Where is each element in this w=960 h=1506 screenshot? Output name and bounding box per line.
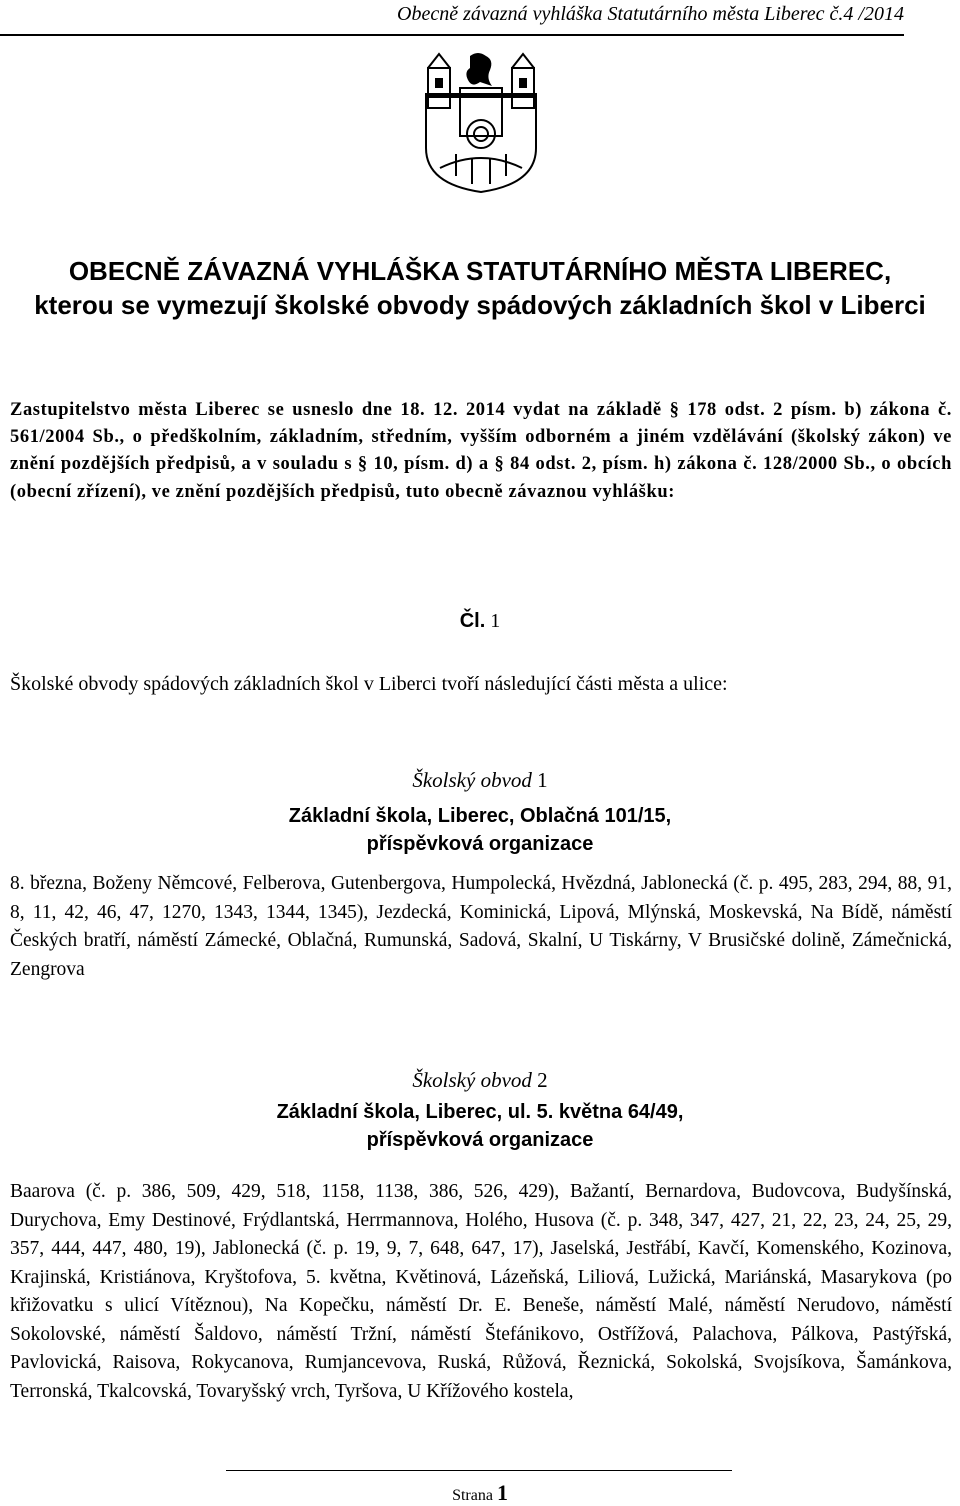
district-heading (0, 766, 960, 794)
district-number: 1 (537, 768, 548, 792)
page-footer (0, 1480, 960, 1506)
page-header: Obecně závazná vyhláška Statutárního města Liberec č.4 /2014 (397, 3, 904, 25)
district-streets: Baarova (č. p. 386, 509, 429, 518, 1158, 1138, 386, 526, 429), Bažantí, Bernardova, Budovcova, Budyšínská, Durychova, Emy Destinové, Frýdlantská, Herrmannova, Holého, Husova (č. p. 348, 347, 427, 21, 22, 23, 24, 25, 29, 357, 444, 447, 480, 19), Jablonecká (č. p. 19, 9, 7, 648, 647, 17), Jaselská, Jestřábí, Kavčí, Komenského, Kozinova, Krajinská, Kristiánova, Kryštofova, 5. května, Květinová, Lázeňská, Liliová, Lužická, Mariánská, Masarykova (po křižovatku s ulicí Vítěznou), Na Kopečku, náměstí Dr. E. Beneše, náměstí Malé, náměstí Nerudovo, náměstí Sokolovské, náměstí Šaldovo, náměstí Tržní, náměstí Štefánikovo, Ostřížová, Palachova, Pálkova, Pastýřská, Pavlovická, Raisova, Rokycanova, Rumjancevova, Ruská, Růžová, Řeznická, Sokolská, Svojsíkova, Šamánkova, Terronská, Tkalcovská, Tovaryšský vrch, Tyršova, U Křížového kostela, (10, 1181, 952, 1402)
footer-divider (226, 1470, 732, 1471)
page-number: 1 (496, 1480, 508, 1505)
school-name (0, 802, 960, 858)
title-line-2: kterou se vymezují školské obvody spádových základních škol v Liberci (34, 290, 926, 320)
document-title (0, 254, 960, 322)
district-streets: 8. března, Boženy Němcové, Felberova, Gutenbergova, Humpolecká, Hvězdná, Jablonecká (č. p. 495, 283, 294, 88, 91, 8, 11, 42, 46, 47, 1270, 1343, 1344, 1345), Jezdecká, Kominická, Lipová, Mlýnská, Moskevská, Na Bídě, náměstí Českých bratří, náměstí Zámecké, Oblačná, Rumunská, Sadová, Skalní, U Tiskárny, V Brusičské dolině, Zámečnická, Zengrova (10, 873, 952, 980)
district-heading (0, 1066, 960, 1094)
footer-label: Strana (452, 1487, 493, 1504)
article-heading (0, 610, 960, 633)
article-lead: Školské obvody spádových základních škol v Liberci tvoří následující části města a ulice: (10, 673, 728, 695)
school-name (0, 1098, 960, 1154)
school-line-1: Základní škola, Liberec, Oblačná 101/15, (288, 805, 672, 827)
district-label: Školský obvod (412, 1068, 532, 1092)
header-divider (0, 34, 904, 36)
article-prefix: Čl. (459, 610, 486, 632)
liberec-coat-of-arms-icon (420, 48, 542, 194)
district-label: Školský obvod (412, 768, 532, 792)
school-line-1: Základní škola, Liberec, ul. 5. května 64/49, (276, 1101, 684, 1123)
district-number: 2 (537, 1068, 548, 1092)
title-line-1: OBECNĚ ZÁVAZNÁ VYHLÁŠKA STATUTÁRNÍHO MĚSTA LIBEREC, (68, 256, 892, 286)
school-line-2: příspěvková organizace (366, 1129, 594, 1151)
intro-paragraph: Zastupitelstvo města Liberec se usneslo dne 18. 12. 2014 vydat na základě § 178 odst. 2 písm. b) zákona č. 561/2004 Sb., o předškolním, základním, středním, vyšším odborném a jiném vzdělávání (školský zákon) ve znění pozdějších předpisů, a v souladu s § 10, písm. d) a § 84 odst. 2, písm. h) zákona č. 128/2000 Sb., o obcích (obecní zřízení), ve znění pozdějších předpisů, tuto obecně závaznou vyhlášku: (10, 400, 952, 502)
school-line-2: příspěvková organizace (366, 833, 594, 855)
article-number: 1 (490, 610, 501, 632)
